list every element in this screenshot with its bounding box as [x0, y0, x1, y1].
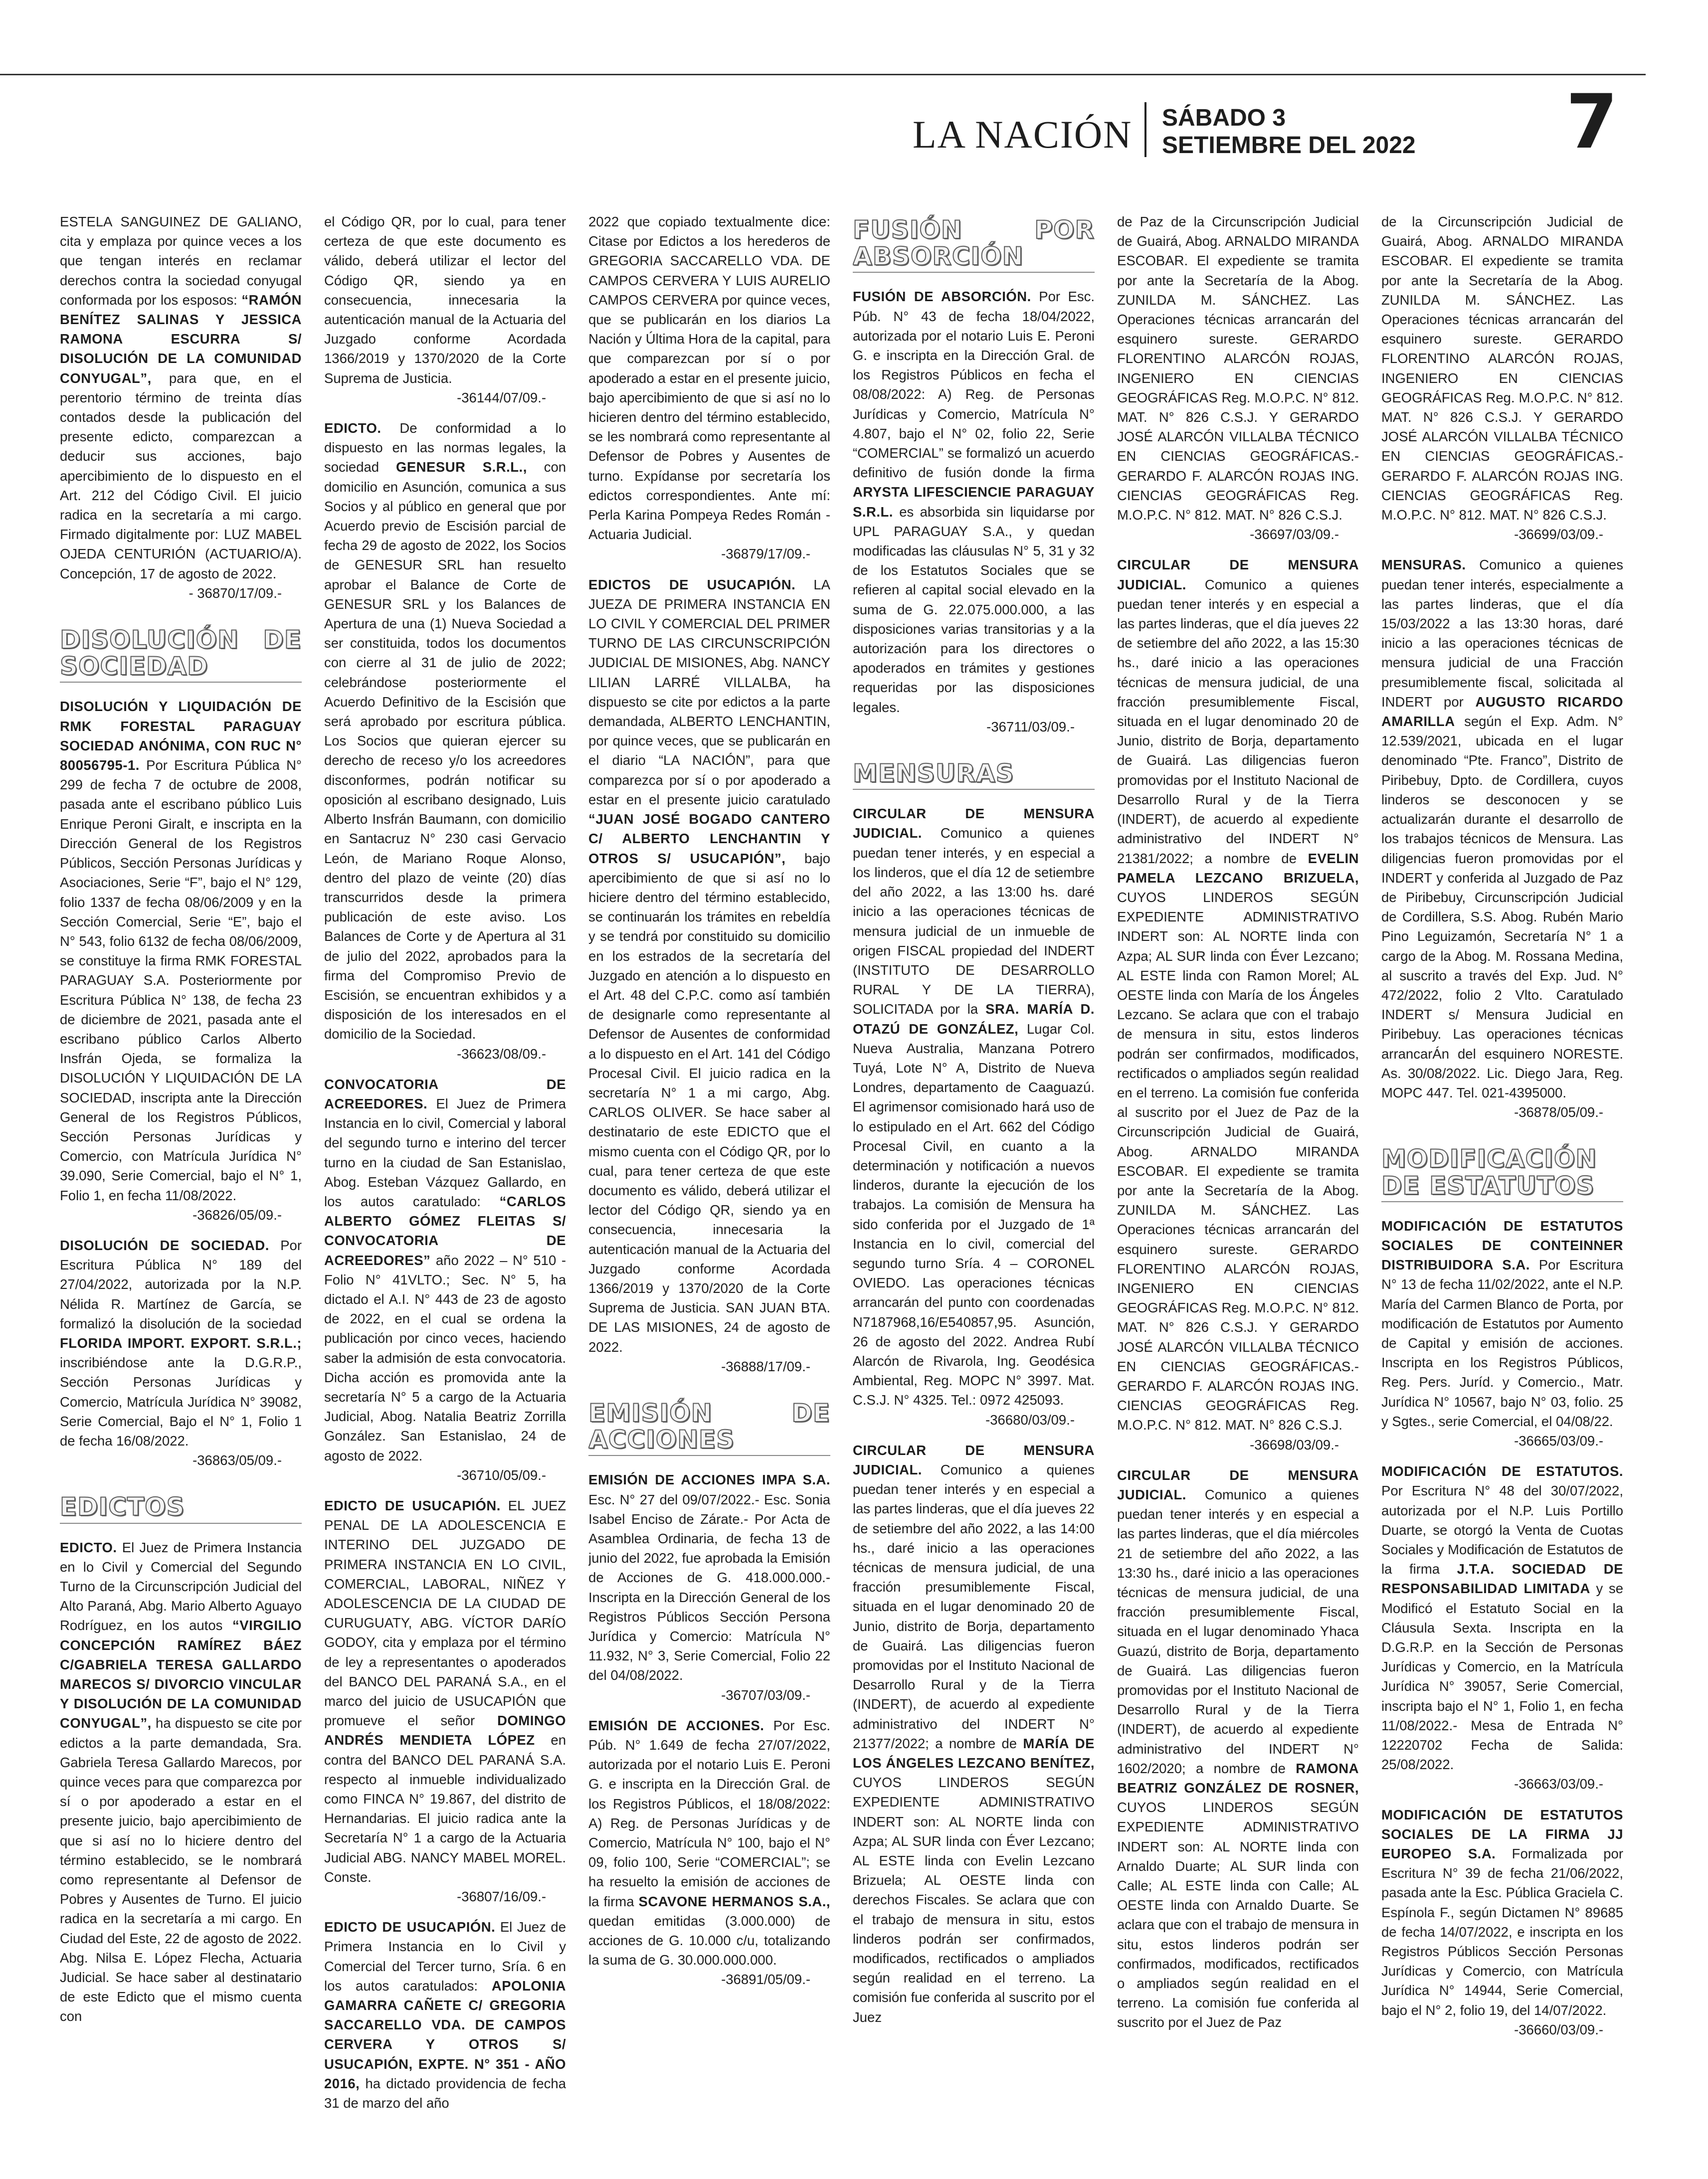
notice: MODIFICACIÓN DE ESTATUTOS SOCIALES DE LA FIRMA JJ EUROPEO S.A. Formalizada por Escritura N° 39 de fecha 21/06/2022, pasada ante la Esc. Pública Graciela C. Espínola F., según Dictamen N° 89685 de fecha 14/07/2022, e inscripta en los Registros Públicos Sección Personas Jurídicas y Comercio, con Matrícula Jurídica N° 14944, Serie Comercial, bajo el N° 2, folio 19, del 14/07/2022. -36660/03/09.- [1381, 1805, 1623, 2039]
section-heading: EDICTOS [60, 1494, 302, 1520]
notice: de la Circunscripción Judicial de Guairá, Abog. ARNALDO MIRANDA ESCOBAR. El expediente se tramita por ante la Secretaría de la Abog. ZUNILDA M. SÁNCHEZ. Las Operaciones técnicas arrancarán del esquinero sureste. GERARDO FLORENTINO ALARCÓN ROJAS, INGENIERO EN CIENCIAS GEOGRÁFICAS Reg. M.O.P.C. N° 812. MAT. N° 826 C.S.J. Y GERARDO JOSÉ ALARCÓN VILLALBA TÉCNICO EN CIENCIAS GEOGRÁFICAS.- GERARDO F. ALARCÓN ROJAS ING. CIENCIAS GEOGRÁFICAS Reg. M.O.P.C. N° 812. MAT. N° 826 C.S.J. -36699/03/09.- [1381, 212, 1623, 544]
column-1 [60, 212, 302, 2172]
notice-ref: -36665/03/09.- [1514, 1433, 1603, 1449]
top-rule [0, 74, 1646, 75]
notice: FUSIÓN DE ABSORCIÓN. Por Esc. Púb. N° 43 de fecha 18/04/2022, autorizada por el notario Luis E. Peroni G. e inscripta en la Dirección Gral. de los Registros Públicos en fecha el 08/08/2022: A) Reg. de Personas Jurídicas y Comercio, Matrícula N° 4.807, bajo el N° 02, folio 22, Serie “COMERCIAL” se formalizó un acuerdo definitivo de fusión donde la firma ARYSTA LIFESCIENCIE PARAGUAY S.R.L. es absorbida sin liquidarse por UPL PARAGUAY S.A., y quedan modificadas las cláusulas N° 5, 31 y 32 de los Estatutos Sociales que se refieren al capital social elevado en la suma de G. 22.075.000.000, a las disposiciones varias transitorias y a la autorización para los directores o apoderados en trámites y gestiones requeridas por las disposiciones legales. -36711/03/09.- [853, 287, 1095, 736]
notice: EDICTO DE USUCAPIÓN. EL JUEZ PENAL DE LA ADOLESCENCIA E INTERINO DEL JUZGADO DE PRIMERA INSTANCIA EN LO CIVIL, COMERCIAL, LABORAL, NIÑEZ Y ADOLESCENCIA DE LA CIUDAD DE CURUGUATY, ABG. VÍCTOR DARÍO GODOY, cita y emplaza por el término de ley a representantes o apoderados del BANCO DEL PARANÁ S.A., en el marco del juicio de USUCAPIÓN que promueve el señor DOMINGO ANDRÉS MENDIETA LÓPEZ en contra del BANCO DEL PARANÁ S.A. respecto al inmueble individualizado como FINCA N° 19.867, del distrito de Hernandarias. El juicio radica ante la Secretaría N° 1 a cargo de la Actuaria Judicial ABG. NANCY MABEL MOREL. Conste. -36807/16/09.- [324, 1496, 566, 1906]
notice-ref: -36710/05/09.- [457, 1467, 546, 1483]
notice-ref: -36807/16/09.- [457, 1889, 546, 1905]
notice: de Paz de la Circunscripción Judicial de Guairá, Abog. ARNALDO MIRANDA ESCOBAR. El expediente se tramita por ante la Secretaría de la Abog. ZUNILDA M. SÁNCHEZ. Las Operaciones técnicas arrancarán del esquinero sureste. GERARDO FLORENTINO ALARCÓN ROJAS, INGENIERO EN CIENCIAS GEOGRÁFICAS Reg. M.O.P.C. N° 812. MAT. N° 826 C.S.J. Y GERARDO JOSÉ ALARCÓN VILLALBA TÉCNICO EN CIENCIAS GEOGRÁFICAS.- GERARDO F. ALARCÓN ROJAS ING. CIENCIAS GEOGRÁFICAS Reg. M.O.P.C. N° 812. MAT. N° 826 C.S.J. -36697/03/09.- [1117, 212, 1359, 544]
notice: EDICTO DE USUCAPIÓN. El Juez de Primera Instancia en lo Civil y Comercial del Tercer turno, Sría. 6 en los autos caratulados: APOLONIA GAMARRA CAÑETE C/ GREGORIA SACCARELLO VDA. DE CAMPOS CERVERA Y OTROS S/ USUCAPIÓN, EXPTE. N° 351 - AÑO 2016, ha dictado providencia de fecha 31 de marzo del año [324, 1919, 566, 2111]
notice-ref: -36697/03/09.- [1250, 527, 1339, 543]
notice-ref: -36826/05/09.- [192, 1207, 282, 1223]
notice: CIRCULAR DE MENSURA JUDICIAL. Comunico a quienes puedan tener interés y en especial a las partes linderas, que el día jueves 22 de setiembre del año 2022, a las 15:30 hs., daré inicio a las operaciones técnicas de mensura judicial, de una fracción presumiblemente Fiscal, situada en el lugar denominado 20 de Junio, distrito de Borja, departamento de Guairá. Las diligencias fueron promovidas por el Instituto Nacional de Desarrollo Rural y de la Tierra (INDERT), de acuerdo al expediente administrativo del INDERT N° 21381/2022; a nombre de EVELIN PAMELA LEZCANO BRIZUELA, CUYOS LINDEROS SEGÚN EXPEDIENTE ADMINISTRATIVO INDERT son: AL NORTE linda con Azpa; AL SUR linda con Éver Lezcano; AL ESTE linda con Ramon Morel; AL OESTE linda con María de los Ángeles Lezcano. Se aclara que con el trabajo de mensura in situ, estos linderos podrán ser confirmados, modificados, rectificados o ampliados según realidad en el terreno. La comisión fue conferida al suscrito por el Juez de Paz de la Circunscripción Judicial de Guairá, Abog. ARNALDO MIRANDA ESCOBAR. El expediente se tramita por ante la Secretaría de la Abog. ZUNILDA M. SÁNCHEZ. Las Operaciones técnicas arrancarán del esquinero sureste. GERARDO FLORENTINO ALARCÓN ROJAS, INGENIERO EN CIENCIAS GEOGRÁFICAS Reg. M.O.P.C. N° 812. MAT. N° 826 C.S.J. Y GERARDO JOSÉ ALARCÓN VILLALBA TÉCNICO EN CIENCIAS GEOGRÁFICAS.- GERARDO F. ALARCÓN ROJAS ING. CIENCIAS GEOGRÁFICAS Reg. M.O.P.C. N° 812. MAT. N° 826 C.S.J. -36698/03/09.- [1117, 555, 1359, 1454]
section-heading: DISOLUCIÓN DE SOCIEDAD [60, 625, 302, 681]
column-2 [324, 212, 566, 2172]
notice-ref: - 36870/17/09.- [189, 585, 282, 601]
section-heading: FUSIÓN POR ABSORCIÓN [853, 215, 1095, 271]
notice-ref: -36863/05/09.- [192, 1453, 282, 1468]
notice-ref: -36623/08/09.- [457, 1046, 546, 1062]
notice: DISOLUCIÓN DE SOCIEDAD. Por Escritura Pública N° 189 del 27/04/2022, autorizada por la N.P. Nélida R. Martínez de García, se formalizó la disolución de la sociedad FLORIDA IMPORT. EXPORT. S.R.L.; inscribiéndose ante la D.G.R.P., Sección Personas Jurídicas y Comercio, Matrícula Jurídica N° 39082, Serie Comercial, Bajo el N° 1, Folio 1 de fecha 16/08/2022. -36863/05/09.- [60, 1236, 302, 1470]
column-5 [1117, 212, 1359, 2172]
notice: EMISIÓN DE ACCIONES. Por Esc. Púb. N° 1.649 de fecha 27/07/2022, autorizada por el notario Luis E. Peroni G. e inscripta en la Dirección Gral. de los Registros Públicos, el 18/08/2022: A) Reg. de Personas Jurídicas y de Comercio, Matrícula N° 100, bajo el N° 09, folio 100, Serie “COMERCIAL”; se ha resuelto la emisión de acciones de la firma SCAVONE HERMANOS S.A., quedan emitidas (3.000.000) de acciones de G. 10.000 c/u, totalizando la suma de G. 30.000.000.000. -36891/05/09.- [588, 1716, 830, 1990]
notice: MENSURAS. Comunico a quienes puedan tener interés, especialmente a las partes linderas, que el día 15/03/2022 a las 13:30 horas, daré inicio a las operaciones técnicas de mensura judicial de una Fracción presumiblemente fiscal, solicitada al INDERT por AUGUSTO RICARDO AMARILLA según el Exp. Adm. N° 12.539/2021, ubicada en el lugar denominado “Pte. Franco”, Distrito de Piribebuy, Dpto. de Cordillera, cuyos linderos se desconocen y se actualizarán durante el desarrollo de los trabajos técnicos de Mensura. Las diligencias fueron promovidas por el INDERT y conferida al Juzgado de Paz de Piribebuy, Circunscripción Judicial de Cordillera, S.S. Abog. Rubén Mario Pino Leguizamón, Secretaría N° 1 a cargo de la Abog. M. Rossana Medina, al suscrito a través del Exp. Jud. N° 472/2022, folio 2 Vlto. Caratulado INDERT s/ Mensura Judicial en Piribebuy. Las operaciones técnicas arrancarÁn del esquinero NORESTE. As. 30/08/2022. Lic. Diego Jara, Reg. MOPC 447. Tel. 021-4395000. -36878/05/09.- [1381, 555, 1623, 1122]
notice: CONVOCATORIA DE ACREEDORES. El Juez de Primera Instancia en lo civil, Comercial y laboral del segundo turno e interino del tercer turno en la ciudad de San Estanislao, Abog. Esteban Vázquez Gallardo, en los autos caratulado: “CARLOS ALBERTO GÓMEZ FLEITAS S/ CONVOCATORIA DE ACREEDORES” año 2022 – N° 510 - Folio N° 41VLTO.; Sec. N° 5, ha dictado el A.I. N° 443 de 23 de agosto de 2022, en el cual se ordena la publicación por cinco veces, haciendo saber la admisión de esta convocatoria. Dicha acción es promovida ante la secretaría N° 5 a cargo de la Actuaria Judicial, Abog. Natalia Beatriz Zorrilla González. San Estanislao, 24 de agosto de 2022. -36710/05/09.- [324, 1075, 566, 1485]
issue-date [1162, 104, 1416, 159]
masthead [913, 102, 1636, 160]
notice-ref: -36680/03/09.- [985, 1412, 1075, 1428]
notice: EDICTOS DE USUCAPIÓN. LA JUEZA DE PRIMERA INSTANCIA EN LO CIVIL Y COMERCIAL DEL PRIMER TURNO DE LAS CIRCUNSCRIPCIÓN JUDICIAL DE MISIONES, Abg. NANCY LILIAN LARRÉ VILLALBA, ha dispuesto se cite por edictos a la parte demandada, ALBERTO LENCHANTIN, por quince veces, que se publicarán en el diario “LA NACIÓN”, para que comparezca por sí o por apoderado a estar en el presente juicio caratulado “JUAN JOSÉ BOGADO CANTERO C/ ALBERTO LENCHANTIN Y OTROS S/ USUCAPIÓN”, bajo apercibimiento de que si así no lo hiciere dentro del término establecido, se continuarán los trámites en rebeldía y se tendrá por constituido su domicilio en los estrados de la secretaría del Juzgado en atención a lo dispuesto en el Art. 48 del C.P.C. como así también de designarle como representante al Defensor de Ausentes de conformidad a lo dispuesto en el Art. 141 del Código Procesal Civil. El juicio radica en la secretaría N° 1 a mi cargo, Abg. CARLOS OLIVER. Se hace saber al destinatario de este EDICTO que el mismo cuenta con el Código QR, por lo cual, para tener certeza de que este documento es válido, deberá utilizar el lector del Código QR, siendo ya en consecuencia, innecesaria la autenticación manual de la Actuaria del Juzgado conforme Acordada 1366/2019 y 1370/2020 de la Corte Suprema de Justicia. SAN JUAN BTA. DE LAS MISIONES, 24 de agosto de 2022. -36888/17/09.- [588, 575, 830, 1376]
notice-ref: -36144/07/09.- [457, 389, 546, 405]
notice-ref: -36711/03/09.- [986, 719, 1075, 734]
notice-ref: -36879/17/09.- [721, 546, 810, 562]
notice: EMISIÓN DE ACCIONES IMPA S.A. Esc. N° 27 del 09/07/2022.- Esc. Sonia Isabel Enciso de Zárate.- Por Acta de Asamblea Ordinaria, de fecha 13 de junio del 2022, fue aprobada la Emisión de Acciones de G. 418.000.000.- Inscripta en la Dirección General de los Registros Públicos Sección Persona Jurídica y Comercio: Matrícula N° 11.932, N° 3, Serie Comercial, Folio 22 del 04/08/2022. -36707/03/09.- [588, 1470, 830, 1704]
notice: CIRCULAR DE MENSURA JUDICIAL. Comunico a quienes puedan tener interés y en especial a las partes linderas, que el día jueves 22 de setiembre del año 2022, a las 14:00 hs., daré inicio a las operaciones técnicas de mensura judicial, de una fracción presumiblemente Fiscal, situada en el lugar denominado 20 de Junio, distrito de Borja, departamento de Guairá. Las diligencias fueron promovidas por el Instituto Nacional de Desarrollo Rural y de la Tierra (INDERT), de acuerdo al expediente administrativo del INDERT N° 21377/2022; a nombre de MARÍA DE LOS ÁNGELES LEZCANO BENÍTEZ, CUYOS LINDEROS SEGÚN EXPEDIENTE ADMINISTRATIVO INDERT son: AL NORTE linda con Azpa; AL SUR linda con Éver Lezcano; AL ESTE linda con Evelin Lezcano Brizuela; AL OESTE linda con derechos Fiscales. Se aclara que con el trabajo de mensura in situ, estos linderos podrán ser confirmados, modificados, rectificados o ampliados según realidad en el terreno. La comisión fue conferida al suscrito por el Juez [853, 1442, 1095, 2025]
notice-ref: -36878/05/09.- [1514, 1104, 1603, 1120]
notice: el Código QR, por lo cual, para tener certeza de que este documento es válido, deberá utilizar el lector del Código QR, siendo ya en consecuencia, innecesaria la autenticación manual de la Actuaria del Juzgado conforme Acordada 1366/2019 y 1370/2020 de la Corte Suprema de Justicia. -36144/07/09.- [324, 212, 566, 407]
column-3 [588, 212, 830, 2172]
notice: ESTELA SANGUINEZ DE GALIANO, cita y emplaza por quince veces a los que tengan interés en reclamar derechos contra la sociedad conyugal conformada por los esposos: “RAMÓN BENÍTEZ SALINAS Y JESSICA RAMONA ESCURRA S/ DISOLUCIÓN DE LA COMUNIDAD CONYUGAL”, para que, en el perentorio término de treinta días contados desde la publicación del presente edicto, comparezcan a deducir sus acciones, bajo apercibimiento de lo dispuesto en el Art. 212 del Código Civil. El juicio radica en la secretaría a mi cargo. Firmado digitalmente por: LUZ MABEL OJEDA CENTURIÓN (ACTUARIO/A). Concepción, 17 de agosto de 2022. - 36870/17/09.- [60, 212, 302, 603]
notice-ref: -36699/03/09.- [1514, 527, 1603, 543]
notice-ref: -36663/03/09.- [1514, 1776, 1603, 1792]
section-heading: MENSURAS [853, 760, 1095, 787]
section-heading: MODIFICACIÓN DE ESTATUTOS [1381, 1146, 1623, 1199]
notice: DISOLUCIÓN Y LIQUIDACIÓN DE RMK FORESTAL PARAGUAY SOCIEDAD ANÓNIMA, CON RUC N° 80056795-1. Por Escritura Pública N° 299 de fecha 7 de octubre de 2008, pasada ante el escribano público Luis Enrique Peroni Giralt, e inscripta en la Dirección General de los Registros Públicos, Sección Personas Jurídicas y Asociaciones, Serie “F”, bajo el N° 129, folio 1337 de fecha 08/06/2009 y en la Sección Comercial, Serie “E”, bajo el N° 543, folio 6132 de fecha 08/06/2009, se constituye la firma RMK FORESTAL PARAGUAY S.A. Posteriormente por Escritura Pública N° 138, de fecha 23 de diciembre de 2021, pasada ante el escribano público Carlos Alberto Insfrán Ojeda, se formaliza la DISOLUCIÓN Y LIQUIDACIÓN DE LA SOCIEDAD, inscripta ante la Dirección General de los Registros Públicos, Sección Personas Jurídicas y Comercio, con Matrícula Jurídica N° 39.090, Serie Comercial, bajo el N° 1, Folio 1, en fecha 11/08/2022. -36826/05/09.- [60, 697, 302, 1224]
notice-ref: -36888/17/09.- [721, 1358, 810, 1374]
notice: MODIFICACIÓN DE ESTATUTOS SOCIALES DE CONTEINNER DISTRIBUIDORA S.A. Por Escritura N° 13 de fecha 11/02/2022, ante el N.P. María del Carmen Blanco de Porta, por modificación de Estatutos por Aumento de Capital y emisión de acciones. Inscripta en los Registros Públicos, Reg. Pers. Juríd. y Comercio., Matr. Jurídica N° 10567, bajo N° 03, folio. 25 y Sgtes., serie Comercial, el 04/08/22. -36665/03/09.- [1381, 1216, 1623, 1451]
issue-day: SÁBADO 3 [1162, 105, 1286, 131]
page-number: 7 [1566, 79, 1618, 166]
masthead-divider [1144, 102, 1146, 157]
notice-ref: -36698/03/09.- [1250, 1437, 1339, 1453]
column-4 [853, 212, 1095, 2172]
notice: CIRCULAR DE MENSURA JUDICIAL. Comunico a quienes puedan tener interés y en especial a las partes linderas, que el día miércoles 21 de setiembre del año 2022, a las 13:30 hs., daré inicio a las operaciones técnicas de mensura judicial, de una fracción presumiblemente Fiscal, situada en el lugar denominado Yhaca Guazú, distrito de Borja, departamento de Guairá. Las diligencias fueron promovidas por el Instituto Nacional de Desarrollo Rural y de la Tierra (INDERT), de acuerdo al expediente administrativo del INDERT N° 1602/2020; a nombre de RAMONA BEATRIZ GONZÁLEZ DE ROSNER, CUYOS LINDEROS SEGÚN EXPEDIENTE ADMINISTRATIVO INDERT son: AL NORTE linda con Arnaldo Duarte; AL SUR linda con Calle; AL ESTE linda con Calle; AL OESTE linda con Arnaldo Duarte. Se aclara que con el trabajo de mensura in situ, estos linderos podrán ser confirmados, modificados, rectificados o ampliados según realidad en el terreno. La comisión fue conferida al suscrito por el Juez de Paz [1117, 1467, 1359, 2030]
notice: 2022 que copiado textualmente dice: Citase por Edictos a los herederos de GREGORIA SACCARELLO VDA. DE CAMPOS CERVERA Y LUIS AURELIO CAMPOS CERVERA por quince veces, que se publicarán en los diarios La Nación y Última Hora de la capital, para que comparezcan por sí o por apoderado a estar en el presente juicio, bajo apercibimiento de que si así no lo hicieren dentro del término establecido, se les nombrará como representante al Defensor de Pobres y Ausentes de turno. Expídanse por secretaría los edictos correspondientes. Ante mí: Perla Karina Pompeya Redes Román - Actuaria Judicial. -36879/17/09.- [588, 212, 830, 564]
issue-month-year: SETIEMBRE DEL 2022 [1162, 132, 1416, 159]
notice-ref: -36707/03/09.- [721, 1687, 810, 1703]
notice: MODIFICACIÓN DE ESTATUTOS. Por Escritura N° 48 del 30/07/2022, autorizada por el N.P. Luis Portillo Duarte, se otorgó la Venta de Cuotas Sociales y Modificación de Estatutos de la firma J.T.A. SOCIEDAD DE RESPONSABILIDAD LIMITADA y se Modificó el Estatuto Social en la Cláusula Sexta. Inscripta en la D.G.R.P. en la Sección de Personas Jurídicas y Comercio, en la Matrícula Jurídica N° 39057, Serie Comercial, inscripta bajo el N° 1, Folio 1, en fecha 11/08/2022.- Mesa de Entrada N° 12220702 Fecha de Salida: 25/08/2022. -36663/03/09.- [1381, 1461, 1623, 1794]
column-6 [1381, 212, 1623, 2172]
newspaper-name: LA NACIÓN [913, 113, 1133, 156]
notice-ref: -36660/03/09.- [1514, 2021, 1603, 2037]
notice: EDICTO. El Juez de Primera Instancia en lo Civil y Comercial del Segundo Turno de la Circunscripción Judicial del Alto Paraná, Abg. Mario Alberto Aguayo Rodríguez, en los autos “VIRGILIO CONCEPCIÓN RAMÍREZ BÁEZ C/GABRIELA TERESA GALLARDO MARECOS S/ DIVORCIO VINCULAR Y DISOLUCIÓN DE LA COMUNIDAD CONYUGAL”, ha dispuesto se cite por edictos a la parte demandada, Sra. Gabriela Teresa Gallardo Marecos, por quince veces para que comparezca por sí o por apoderado a estar en el presente juicio, bajo apercibimiento de que si así no lo hiciere dentro del término establecido, se le nombrará como representante al Defensor de Pobres y Ausentes de Turno. El juicio radica en la secretaría a mi cargo. En Ciudad del Este, 22 de agosto de 2022. Abg. Nilsa E. López Flecha, Actuaria Judicial. Se hace saber al destinatario de este Edicto que el mismo cuenta con [60, 1539, 302, 2024]
notice: EDICTO. De conformidad a lo dispuesto en las normas legales, la sociedad GENESUR S.R.L., con domicilio en Asunción, comunica a sus Socios y al público en general que por Acuerdo previo de Escisión parcial de fecha 29 de agosto de 2022, los Socios de GENESUR SRL han resuelto aprobar el Balance de Corte de GENESUR SRL y los Balances de Apertura de una (1) Nueva Sociedad a ser constituida, todos los documentos con cierre al 31 de julio de 2022; celebrándose posteriormente el Acuerdo Definitivo de la Escisión que será aprobado por escritura pública. Los Socios que quieran ejercer su derecho de receso y/o los acreedores disconformes, podrán notificar su oposición al escribano designado, Luis Alberto Insfrán Baumann, con domicilio en Santacruz N° 230 casi Gervacio León, de Mariano Roque Alonso, dentro del plazo de veinte (20) días transcurridos desde la primera publicación de este aviso. Los Balances de Corte y de Apertura al 31 de julio del 2022, aprobados para la firma del Compromiso Previo de Escisión, se encuentran exhibidos y a disposición de los interesados en el domicilio de la Sociedad. -36623/08/09.- [324, 418, 566, 1064]
notice: CIRCULAR DE MENSURA JUDICIAL. Comunico a quienes puedan tener interés, y en especial a los linderos, que el día 12 de setiembre del año 2022, a las 13:00 hs. daré inicio a las operaciones técnicas de mensura judicial de un inmueble de origen FISCAL propiedad del INDERT (INSTITUTO DE DESARROLLO RURAL Y DE LA TIERRA), SOLICITADA por la SRA. MARÍA D. OTAZÚ DE GONZÁLEZ, Lugar Col. Nueva Australia, Manzana Potrero Tuyá, Lote N° A, Distrito de Nueva Londres, departamento de Caaguazú. El agrimensor comisionado hará uso de lo estipulado en el Art. 662 del Código Procesal Civil, en cuanto a la determinación y notificación a nuevos linderos, durante la ejecución de los trabajos. La comisión de Mensura ha sido conferida por el Juzgado de 1ª Instancia en lo civil, comercial del segundo turno Sría. 4 – CORONEL OVIEDO. Las operaciones técnicas arrancarán del punto con coordenadas N7187968,16/E540857,95. Asunción, 26 de agosto del 2022. Andrea Rubí Alarcón de Rivarola, Ing. Geodésica Ambiental, Reg. MOPC N° 3997. Mat. C.S.J. N° 4325. Tel.: 0972 425093. -36680/03/09.- [853, 804, 1095, 1430]
section-heading: EMISIÓN DE ACCIONES [588, 1398, 830, 1454]
notice-ref: -36891/05/09.- [721, 1972, 810, 1988]
